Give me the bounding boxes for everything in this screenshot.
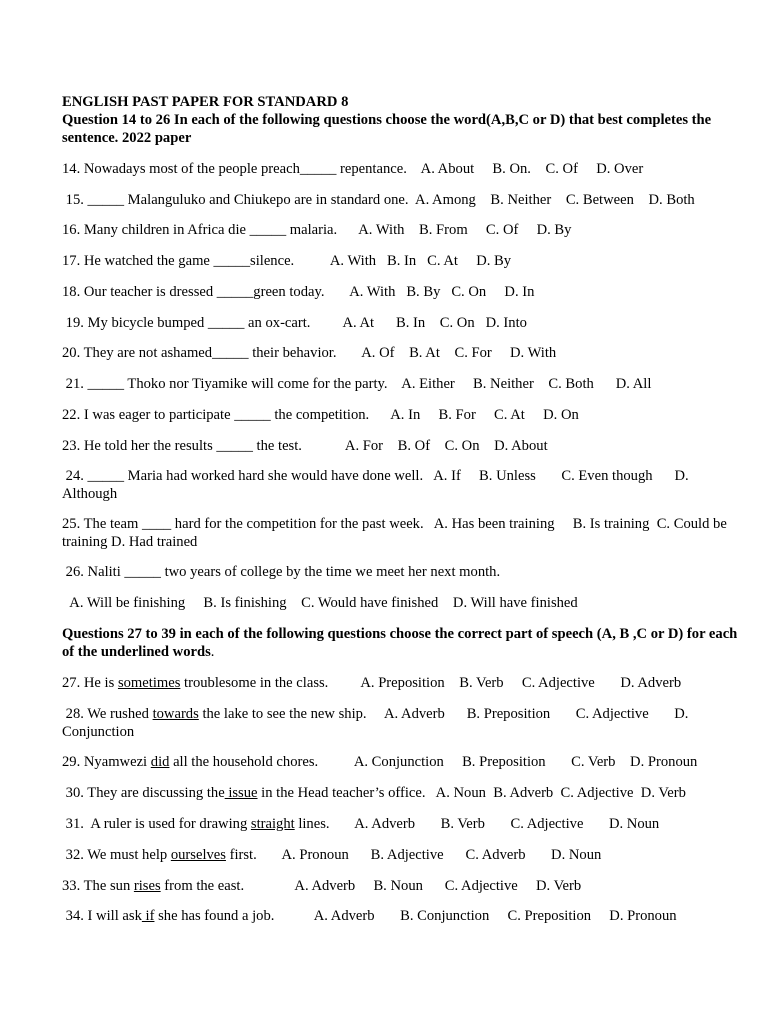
question-34 (62, 907, 738, 925)
question-29 (62, 753, 738, 771)
question-30-options: in the Head teacher’s office. A. Noun B. Adverb C. Adjective D. Verb (257, 785, 686, 801)
question-29-stem: 29. Nyamwezi (62, 754, 151, 770)
question-33-underlined-word: rises (133, 878, 161, 894)
question-32-options: first. A. Pronoun B. Adjective C. Adverb D. Noun (225, 847, 602, 863)
question-29-options: all the household chores. A. Conjunction B. Preposition C. Verb D. Pronoun (169, 754, 698, 770)
question-26: 26. Naliti _____ two years of college by the time we meet her next month. (62, 564, 501, 580)
question-26-options: A. Will be finishing B. Is finishing C. Would have finished D. Will have finished (62, 595, 578, 611)
question-28-underlined-word: towards (152, 706, 199, 722)
question-17: 17. He watched the game _____silence. A. With B. In C. At D. By (62, 253, 512, 269)
question-31-stem: 31. A ruler is used for drawing (62, 816, 251, 832)
question-22: 22. I was eager to participate _____ the competition. A. In B. For C. At D. On (62, 407, 579, 423)
question-15: 15. _____ Malanguluko and Chiukepo are in standard one. A. Among B. Neither C. Between D. Both (62, 192, 695, 208)
question-33-options: from the east. A. Adverb B. Noun C. Adjective D. Verb (160, 878, 582, 894)
question-27-underlined-word: sometimes (117, 675, 181, 691)
exam-page (62, 93, 738, 925)
paper-title: ENGLISH PAST PAPER FOR STANDARD 8 (62, 94, 349, 110)
question-27-stem: 27. He is (62, 675, 118, 691)
question-28 (62, 705, 738, 741)
question-30 (62, 784, 738, 802)
question-25: 25. The team ____ hard for the competition for the past week. A. Has been training B. Is training C. Could be training D. Had trained (62, 516, 731, 550)
question-27 (62, 674, 738, 692)
question-21: 21. _____ Thoko nor Tiyamike will come for the party. A. Either B. Neither C. Both D. All (62, 376, 652, 392)
question-20: 20. They are not ashamed_____ their behavior. A. Of B. At C. For D. With (62, 345, 557, 361)
question-19: 19. My bicycle bumped _____ an ox-cart. A. At B. In C. On D. Into (62, 315, 527, 331)
question-33 (62, 877, 738, 895)
question-31-options: lines. A. Adverb B. Verb C. Adjective D. Noun (294, 816, 660, 832)
question-29-underlined-word: did (150, 754, 170, 770)
question-28-options: the lake to see the new ship. A. Adverb B. Preposition C. Adjective D. Conjunction (62, 706, 693, 740)
question-32-stem: 32. We must help (62, 847, 171, 863)
question-27-options: troublesome in the class. A. Preposition B. Verb C. Adjective D. Adverb (180, 675, 682, 691)
question-34-underlined-word: if (141, 908, 155, 924)
question-34-options: she has found a job. A. Adverb B. Conjunction C. Preposition D. Pronoun (154, 908, 677, 924)
question-32-underlined-word: ourselves (170, 847, 226, 863)
question-18: 18. Our teacher is dressed _____green today. A. With B. By C. On D. In (62, 284, 535, 300)
question-24: 24. _____ Maria had worked hard she would have done well. A. If B. Unless C. Even though D. Although (62, 468, 692, 502)
instruction-2-period: . (210, 644, 215, 660)
question-34-stem: 34. I will ask (62, 908, 142, 924)
question-23: 23. He told her the results _____ the test. A. For B. Of C. On D. About (62, 438, 548, 454)
question-14: 14. Nowadays most of the people preach_____ repentance. A. About B. On. C. Of D. Over (62, 161, 644, 177)
question-30-underlined-word: issue (224, 785, 258, 801)
question-31-underlined-word: straight (250, 816, 295, 832)
question-30-stem: 30. They are discussing the (62, 785, 225, 801)
instruction-section-2 (62, 625, 738, 661)
question-32 (62, 846, 738, 864)
question-31 (62, 815, 738, 833)
instruction-2-text: Questions 27 to 39 in each of the following questions choose the correct part of speech (A, B ,C or D) for each of the underlined words (62, 626, 738, 660)
instruction-section-1: Question 14 to 26 In each of the following questions choose the word(A,B,C or D) that best completes the sentence. 2022 paper (62, 112, 712, 146)
question-16: 16. Many children in Africa die _____ malaria. A. With B. From C. Of D. By (62, 222, 572, 238)
question-33-stem: 33. The sun (62, 878, 134, 894)
question-28-stem: 28. We rushed (62, 706, 153, 722)
